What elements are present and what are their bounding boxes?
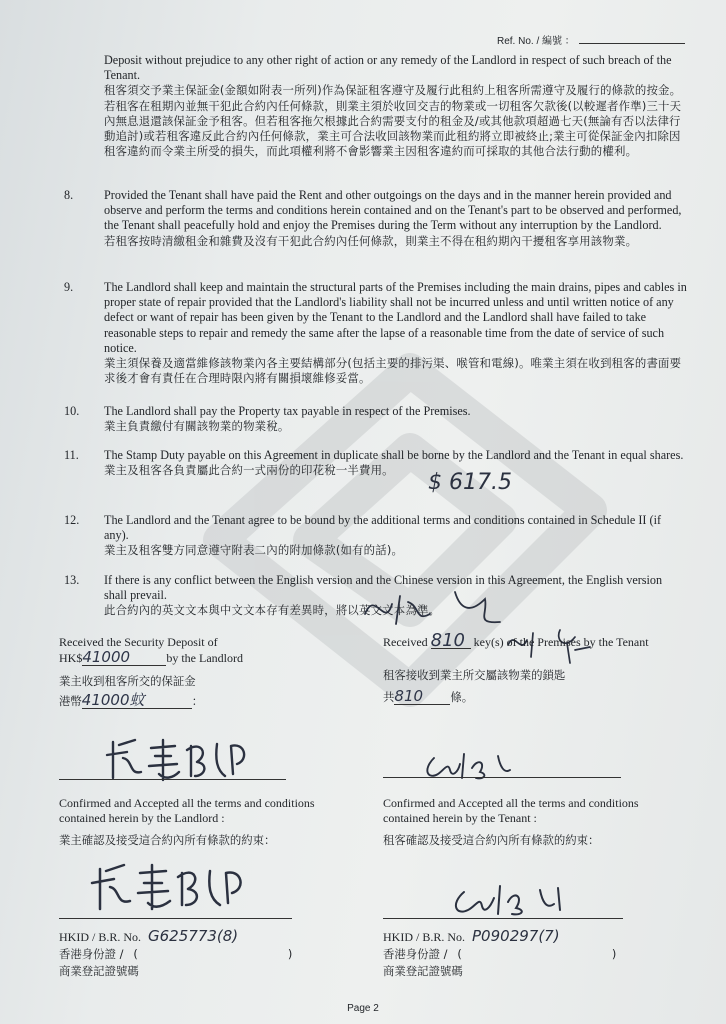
landlord-hkid: G625773(8) bbox=[148, 927, 239, 945]
tenant-br-zh: 商業登記證號碼 bbox=[383, 964, 463, 978]
ref-no-blank bbox=[579, 43, 685, 44]
keys-receipt bbox=[383, 630, 649, 705]
clause-7-en: Deposit without prejudice to any other right of action or any remedy of the Landlord in respect of such breach of the Tenant. bbox=[104, 53, 672, 83]
clause-9-number: 9. bbox=[64, 280, 74, 294]
tenant-receipt-signature-line bbox=[383, 777, 621, 778]
clause-10-en: The Landlord shall pay the Property tax payable in respect of the Premises. bbox=[104, 404, 471, 418]
clause-8-en: Provided the Tenant shall have paid the Rent and other outgoings on the days and in the manner herein provided and observe and perform the terms and conditions herein contained and on the Tenant's part to be observed and performed, the Tenant shall peacefully hold and enjoy the Premises during the Term without any interruption by the Landlord. bbox=[104, 188, 682, 233]
tenant-hkid-row: HKID / B.R. No. P090297(7) bbox=[383, 927, 560, 945]
landlord-signature-line bbox=[59, 918, 292, 919]
tenant-confirm-en-1: Confirmed and Accepted all the terms and conditions bbox=[383, 796, 639, 810]
handwritten-stamp-duty: $ 617.5 bbox=[428, 470, 512, 495]
deposit-amount: 41000 bbox=[82, 650, 166, 666]
clause-11 bbox=[104, 448, 688, 478]
tenant-hkid-zh: 香港身份證 / ( ) bbox=[383, 947, 617, 961]
clause-13-zh: 此合約內的英文文本與中文文本存有差異時，將以英文文本為準。 bbox=[104, 603, 441, 618]
clause-12 bbox=[104, 513, 688, 559]
clause-10-number: 10. bbox=[64, 404, 80, 418]
keys-count: 810 bbox=[431, 633, 471, 649]
keys-receipt-en: Received 810 key(s) of the Premises by the Tenant bbox=[383, 630, 649, 651]
clause-9-zh: 業主須保養及適當維修該物業內各主要結構部分(包括主要的排污渠、喉管和電線)。唯業主須在收到租客的書面要求後才會有責任在合理時限內將有關損壞維修妥當。 bbox=[104, 356, 682, 386]
keys-count-zh: 810 bbox=[394, 689, 450, 705]
tenant-confirm-zh: 租客確認及接受這合約內所有條款的約束： bbox=[383, 833, 600, 847]
landlord-hkid-zh: 香港身份證 / ( ) bbox=[59, 947, 293, 961]
landlord-confirm-en-1: Confirmed and Accepted all the terms and conditions bbox=[59, 796, 315, 810]
landlord-receipt-signature-line bbox=[59, 779, 286, 780]
tenant-confirmation bbox=[383, 796, 639, 848]
clause-13-en: If there is any conflict between the English version and the Chinese version in this Agreement, the English version shall prevail. bbox=[104, 573, 663, 603]
keys-receipt-zh-2: 共810 條。 bbox=[383, 687, 474, 705]
clause-8 bbox=[104, 188, 688, 249]
landlord-signature-icon bbox=[90, 855, 280, 915]
clause-12-en: The Landlord and the Tenant agree to be bound by the additional terms and conditions contained in Schedule II (if any). bbox=[104, 513, 662, 543]
clause-9-en: The Landlord shall keep and maintain the structural parts of the Premises including the main drains, pipes and cables in proper state of repair provided that the Landlord's liability shall not be incurred unless and until written notice of any defect or want of repair has been given by the Tenant to the Landlord and the Landlord shall have failed to take reasonable steps to repair and remedy the same after the lapse of a reasonable time from the date of service of such notice. bbox=[104, 280, 687, 355]
clause-8-zh: 若租客按時清繳租金和雜費及沒有干犯此合約內任何條款，則業主不得在租約期內干擾租客享用該物業。 bbox=[104, 233, 638, 248]
deposit-receipt bbox=[59, 635, 243, 709]
deposit-receipt-zh-1: 業主收到租客所交的保証金 bbox=[59, 674, 196, 688]
keys-receipt-zh-1: 租客接收到業主所交屬該物業的鎖匙 bbox=[383, 668, 566, 682]
clause-12-zh: 業主及租客雙方同意遵守附表二內的附加條款(如有的話)。 bbox=[104, 543, 404, 558]
clause-11-en: The Stamp Duty payable on this Agreement in duplicate shall be borne by the Landlord and the Tenant in equal shares. bbox=[104, 448, 684, 462]
clause-11-zh: 業主及租客各負責屬此合約一式兩份的印花稅一半費用。 bbox=[104, 463, 394, 478]
clause-12-number: 12. bbox=[64, 513, 80, 527]
landlord-confirmation bbox=[59, 796, 315, 848]
clause-8-number: 8. bbox=[64, 188, 74, 202]
landlord-hkid-row: HKID / B.R. No. G625773(8) bbox=[59, 927, 239, 945]
page-number: Page 2 bbox=[347, 1003, 379, 1014]
clause-10 bbox=[104, 404, 688, 434]
landlord-confirm-zh: 業主確認及接受這合約內所有條款的約束： bbox=[59, 833, 276, 847]
deposit-receipt-zh-2: 港幣41000蚊 ： bbox=[59, 691, 204, 709]
tenant-hkid: P090297(7) bbox=[472, 927, 560, 945]
clause-13-number: 13. bbox=[64, 573, 80, 587]
landlord-id-block bbox=[59, 929, 292, 979]
tenant-signature-icon bbox=[448, 880, 578, 920]
clause-11-number: 11. bbox=[64, 448, 79, 462]
landlord-br-zh: 商業登記證號碼 bbox=[59, 964, 139, 978]
ref-no: Ref. No. / 編號 ： bbox=[497, 32, 685, 47]
deposit-receipt-en-1: Received the Security Deposit of bbox=[59, 635, 218, 649]
clause-10-zh: 業主負責繳付有關該物業的物業稅。 bbox=[104, 419, 290, 434]
tenant-confirm-en-2: contained herein by the Tenant : bbox=[383, 811, 537, 825]
clause-7-continued bbox=[104, 53, 688, 159]
clause-7-zh: 租客須交予業主保証金(金額如附表一所列)作為保証租客遵守及履行此租約上租客所需遵守及履行的條款的按金。若租客在租期內並無干犯此合約內任何條款，則業主須於收回交吉的物業或一切租客欠款後(以較遲者作準)三十天內無息退還該保証金予租客。但若租客拖欠根據此合約需要支付的租金及/或其他款項超過七天(無論有否以法律行動追討)或若租客違反此合約內任何條款，業主可合法收回該物業而此租約將立即被終止;業主可從保証金內扣除因租客違約而令業主所受的損失，而此項權利將不會影響業主因租客違約而可採取的其他合法行動的權利。 bbox=[104, 83, 682, 159]
clause-9 bbox=[104, 280, 688, 386]
deposit-amount-zh: 41000蚊 bbox=[82, 693, 192, 709]
landlord-confirm-en-2: contained herein by the Landlord : bbox=[59, 811, 225, 825]
tenant-id-block bbox=[383, 929, 616, 979]
landlord-receipt-signature-icon bbox=[105, 730, 285, 785]
tenant-signature-line bbox=[383, 918, 623, 919]
deposit-receipt-en-2: HK$41000 by the Landlord bbox=[59, 648, 243, 666]
